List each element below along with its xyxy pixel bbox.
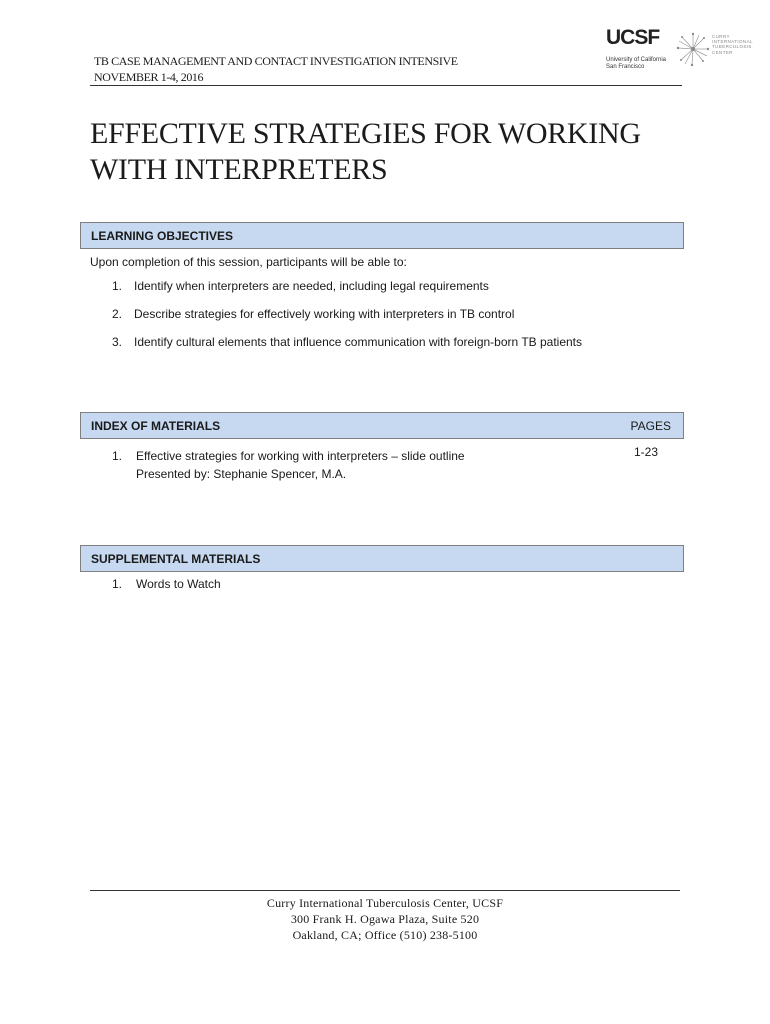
supplemental-title: Words to Watch: [136, 577, 221, 591]
pages-column-heading: PAGES: [630, 419, 671, 433]
material-number: 1.: [112, 449, 123, 463]
header-logos: [606, 26, 753, 86]
supplemental-number: 1.: [112, 577, 123, 591]
curry-center-name: [712, 34, 753, 55]
objective-text: Identify cultural elements that influence communication with foreign-born TB patients: [134, 335, 583, 349]
footer-contact: Oakland, CA; Office (510) 238-5100: [292, 928, 478, 942]
material-pages: 1-23: [634, 445, 659, 459]
footer-divider: [90, 890, 680, 891]
learning-objectives-heading: LEARNING OBJECTIVES: [91, 229, 234, 243]
university-name-line1: University of California: [606, 57, 667, 63]
curry-name-line4: CENTER: [712, 49, 733, 55]
university-name-line2: San Francisco: [606, 64, 645, 70]
objective-number: 1.: [112, 279, 123, 293]
curry-name-line2: INTERNATIONAL: [712, 39, 753, 45]
material-presenter: Presented by: Stephanie Spencer, M.A.: [136, 467, 347, 481]
material-title: Effective strategies for working with interpreters – slide outline: [136, 449, 465, 463]
objective-number: 2.: [112, 307, 123, 321]
index-of-materials-bar: [80, 412, 684, 439]
header-event-title: TB CASE MANAGEMENT AND CONTACT INVESTIGATION INTENSIVE: [94, 54, 458, 68]
title-line1: EFFECTIVE STRATEGIES FOR WORKING: [90, 117, 641, 150]
objective-number: 3.: [112, 335, 123, 349]
university-name: [606, 57, 666, 71]
index-of-materials-heading: INDEX OF MATERIALS: [91, 419, 221, 433]
document-header: [94, 53, 458, 85]
objective-text: Describe strategies for effectively working with interpreters in TB control: [134, 307, 515, 321]
footer-address: 300 Frank H. Ogawa Plaza, Suite 520: [290, 912, 480, 926]
curry-name-line1: CURRY: [712, 34, 730, 39]
header-event-date: NOVEMBER 1-4, 2016: [94, 70, 204, 84]
supplemental-materials-bar: [80, 545, 684, 572]
objective-text: Identify when interpreters are needed, including legal requirements: [134, 279, 489, 293]
footer-organization: Curry International Tuberculosis Center, UCSF: [266, 896, 504, 910]
learning-objectives-bar: [80, 222, 684, 249]
curry-center-logo-icon: [676, 32, 710, 66]
learning-objectives-intro: Upon completion of this session, participants will be able to:: [90, 255, 407, 269]
curry-name-line3: TUBERCULOSIS: [712, 44, 752, 50]
document-footer: [90, 895, 680, 943]
document-title: [90, 116, 641, 188]
title-line2: WITH INTERPRETERS: [90, 153, 388, 186]
header-divider: [90, 85, 682, 86]
ucsf-logo: UCSF: [606, 26, 660, 49]
supplemental-materials-heading: SUPPLEMENTAL MATERIALS: [91, 552, 261, 566]
